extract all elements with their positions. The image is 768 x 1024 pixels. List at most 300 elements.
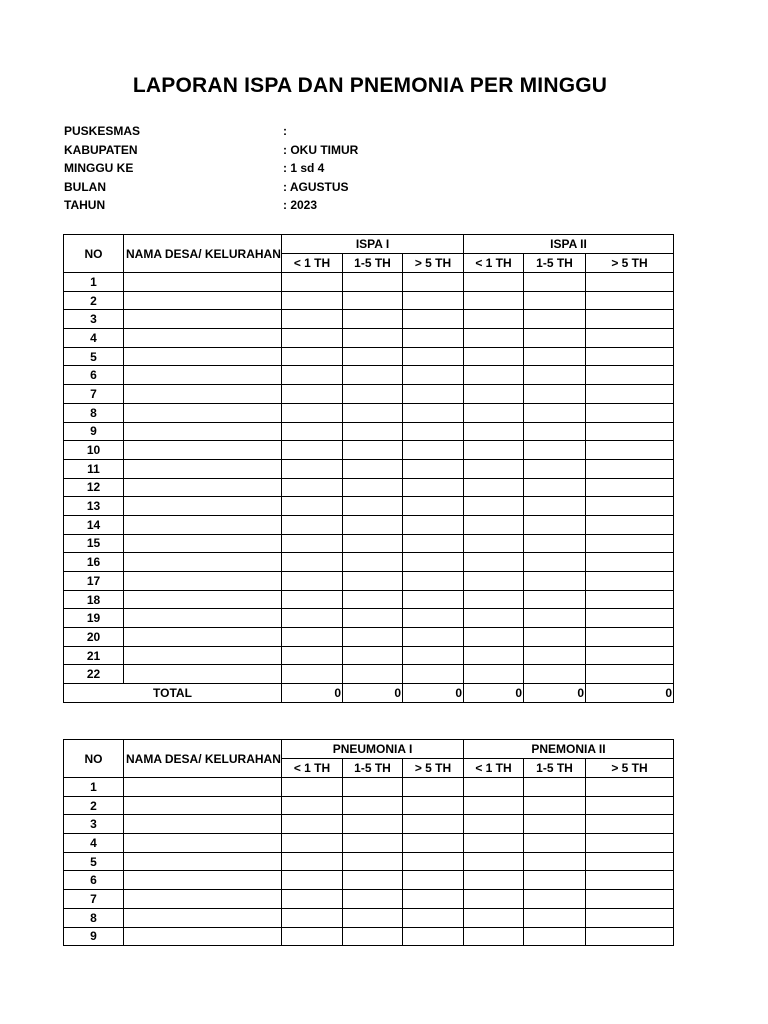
count-cell[interactable]: [403, 403, 464, 422]
village-name-cell[interactable]: [124, 441, 282, 460]
count-cell[interactable]: [403, 459, 464, 478]
row-number: 12: [64, 478, 124, 497]
row-number: 16: [64, 553, 124, 572]
village-name-cell[interactable]: [124, 273, 282, 292]
count-cell[interactable]: [524, 890, 586, 909]
count-cell[interactable]: [464, 422, 524, 441]
count-cell[interactable]: [403, 347, 464, 366]
count-cell[interactable]: [524, 366, 586, 385]
count-cell[interactable]: [464, 403, 524, 422]
count-cell[interactable]: [524, 459, 586, 478]
count-cell[interactable]: [343, 890, 403, 909]
count-cell[interactable]: [403, 908, 464, 927]
count-cell[interactable]: [403, 852, 464, 871]
row-number: 18: [64, 590, 124, 609]
village-name-cell[interactable]: [124, 890, 282, 909]
village-name-cell[interactable]: [124, 590, 282, 609]
count-cell[interactable]: [343, 422, 403, 441]
count-cell[interactable]: [403, 628, 464, 647]
count-cell[interactable]: [282, 852, 343, 871]
count-cell[interactable]: [464, 347, 524, 366]
group-ispa-2-header: ISPA II: [464, 235, 674, 254]
count-cell[interactable]: [586, 590, 674, 609]
table-row: [64, 291, 674, 310]
row-number: 21: [64, 646, 124, 665]
count-cell[interactable]: [464, 515, 524, 534]
ispa-table: [63, 234, 674, 703]
row-number: 2: [64, 796, 124, 815]
count-cell[interactable]: [524, 646, 586, 665]
count-cell[interactable]: [464, 366, 524, 385]
count-cell[interactable]: [343, 403, 403, 422]
count-cell[interactable]: [343, 553, 403, 572]
count-cell[interactable]: [524, 497, 586, 516]
sub-header: 1-5 TH: [524, 254, 586, 273]
count-cell[interactable]: [524, 834, 586, 853]
count-cell[interactable]: [282, 646, 343, 665]
info-value: :: [283, 124, 287, 138]
village-name-cell[interactable]: [124, 628, 282, 647]
count-cell[interactable]: [464, 646, 524, 665]
count-cell[interactable]: [464, 796, 524, 815]
table-row: [64, 834, 674, 853]
count-cell[interactable]: [282, 778, 343, 797]
village-name-cell[interactable]: [124, 778, 282, 797]
row-number: 7: [64, 890, 124, 909]
count-cell[interactable]: [464, 665, 524, 684]
count-cell[interactable]: [586, 497, 674, 516]
row-number: 10: [64, 441, 124, 460]
count-cell[interactable]: [403, 927, 464, 946]
count-cell[interactable]: [282, 572, 343, 591]
village-name-cell[interactable]: [124, 572, 282, 591]
count-cell[interactable]: [343, 478, 403, 497]
count-cell[interactable]: [282, 515, 343, 534]
village-name-cell[interactable]: [124, 310, 282, 329]
count-cell[interactable]: [403, 273, 464, 292]
count-cell[interactable]: [403, 385, 464, 404]
count-cell[interactable]: [343, 385, 403, 404]
sub-header: < 1 TH: [464, 759, 524, 778]
count-cell[interactable]: [524, 441, 586, 460]
count-cell[interactable]: [464, 553, 524, 572]
count-cell[interactable]: [586, 834, 674, 853]
count-cell[interactable]: [464, 590, 524, 609]
village-name-cell[interactable]: [124, 534, 282, 553]
count-cell[interactable]: [586, 478, 674, 497]
count-cell[interactable]: [524, 778, 586, 797]
count-cell[interactable]: [403, 478, 464, 497]
count-cell[interactable]: [282, 497, 343, 516]
count-cell[interactable]: [464, 497, 524, 516]
count-cell[interactable]: [524, 291, 586, 310]
count-cell[interactable]: [464, 815, 524, 834]
count-cell[interactable]: [343, 497, 403, 516]
count-cell[interactable]: [586, 366, 674, 385]
row-number: 15: [64, 534, 124, 553]
count-cell[interactable]: [586, 815, 674, 834]
count-cell[interactable]: [282, 347, 343, 366]
village-name-cell[interactable]: [124, 422, 282, 441]
total-value: 0: [464, 684, 524, 703]
village-name-cell[interactable]: [124, 665, 282, 684]
count-cell[interactable]: [282, 871, 343, 890]
count-cell[interactable]: [403, 366, 464, 385]
info-label: TAHUN: [64, 198, 106, 213]
table-row: [64, 646, 674, 665]
village-name-cell[interactable]: [124, 927, 282, 946]
row-number: 4: [64, 329, 124, 348]
count-cell[interactable]: [586, 796, 674, 815]
count-cell[interactable]: [343, 665, 403, 684]
table-row: [64, 329, 674, 348]
count-cell[interactable]: [282, 329, 343, 348]
count-cell[interactable]: [343, 927, 403, 946]
group-pneumonia-1-header: PNEUMONIA I: [282, 740, 464, 759]
count-cell[interactable]: [343, 815, 403, 834]
count-cell[interactable]: [282, 534, 343, 553]
count-cell[interactable]: [282, 628, 343, 647]
count-cell[interactable]: [464, 478, 524, 497]
count-cell[interactable]: [282, 665, 343, 684]
count-cell[interactable]: [586, 871, 674, 890]
count-cell[interactable]: [524, 628, 586, 647]
sub-header: < 1 TH: [282, 759, 343, 778]
count-cell[interactable]: [524, 310, 586, 329]
row-number: 1: [64, 273, 124, 292]
count-cell[interactable]: [403, 796, 464, 815]
count-cell[interactable]: [282, 609, 343, 628]
count-cell[interactable]: [464, 890, 524, 909]
village-name-cell[interactable]: [124, 553, 282, 572]
table-row: [64, 628, 674, 647]
count-cell[interactable]: [282, 927, 343, 946]
table-row: [64, 347, 674, 366]
count-cell[interactable]: [282, 590, 343, 609]
village-name-cell[interactable]: [124, 385, 282, 404]
row-number: 2: [64, 291, 124, 310]
table-row: [64, 441, 674, 460]
count-cell[interactable]: [403, 609, 464, 628]
table-row: [64, 609, 674, 628]
col-nama-header: NAMA DESA/ KELURAHAN: [124, 235, 282, 273]
row-number: 4: [64, 834, 124, 853]
count-cell[interactable]: [282, 273, 343, 292]
count-cell[interactable]: [524, 534, 586, 553]
count-cell[interactable]: [282, 441, 343, 460]
count-cell[interactable]: [586, 778, 674, 797]
count-cell[interactable]: [586, 459, 674, 478]
count-cell[interactable]: [464, 852, 524, 871]
village-name-cell[interactable]: [124, 834, 282, 853]
village-name-cell[interactable]: [124, 515, 282, 534]
count-cell[interactable]: [586, 329, 674, 348]
count-cell[interactable]: [524, 403, 586, 422]
village-name-cell[interactable]: [124, 366, 282, 385]
count-cell[interactable]: [282, 815, 343, 834]
row-number: 6: [64, 871, 124, 890]
col-nama-header: NAMA DESA/ KELURAHAN: [124, 740, 282, 778]
village-name-cell[interactable]: [124, 459, 282, 478]
row-number: 1: [64, 778, 124, 797]
sub-header: > 5 TH: [403, 254, 464, 273]
table-row: [64, 478, 674, 497]
village-name-cell[interactable]: [124, 609, 282, 628]
count-cell[interactable]: [464, 329, 524, 348]
sub-header: 1-5 TH: [343, 759, 403, 778]
count-cell[interactable]: [586, 852, 674, 871]
count-cell[interactable]: [464, 534, 524, 553]
village-name-cell[interactable]: [124, 291, 282, 310]
info-value: : AGUSTUS: [283, 179, 349, 194]
count-cell[interactable]: [524, 515, 586, 534]
count-cell[interactable]: [524, 609, 586, 628]
table-row: [64, 366, 674, 385]
total-value: 0: [403, 684, 464, 703]
count-cell[interactable]: [586, 403, 674, 422]
count-cell[interactable]: [464, 273, 524, 292]
sub-header: 1-5 TH: [524, 759, 586, 778]
village-name-cell[interactable]: [124, 646, 282, 665]
row-number: 5: [64, 347, 124, 366]
count-cell[interactable]: [343, 834, 403, 853]
count-cell[interactable]: [403, 646, 464, 665]
count-cell[interactable]: [343, 572, 403, 591]
table-row: [64, 908, 674, 927]
group-ispa-1-header: ISPA I: [282, 235, 464, 254]
table-row: [64, 778, 674, 797]
count-cell[interactable]: [403, 515, 464, 534]
row-number: 20: [64, 628, 124, 647]
count-cell[interactable]: [524, 590, 586, 609]
count-cell[interactable]: [343, 646, 403, 665]
count-cell[interactable]: [586, 890, 674, 909]
count-cell[interactable]: [524, 927, 586, 946]
row-number: 14: [64, 515, 124, 534]
table-row: [64, 497, 674, 516]
count-cell[interactable]: [343, 628, 403, 647]
table-row: [64, 590, 674, 609]
table-row: [64, 665, 674, 684]
table-row: [64, 815, 674, 834]
count-cell[interactable]: [586, 273, 674, 292]
page-title: LAPORAN ISPA DAN PNEMONIA PER MINGGU: [132, 74, 608, 97]
sub-header: 1-5 TH: [343, 254, 403, 273]
count-cell[interactable]: [464, 927, 524, 946]
count-cell[interactable]: [403, 291, 464, 310]
count-cell[interactable]: [586, 534, 674, 553]
count-cell[interactable]: [524, 871, 586, 890]
table-row: [64, 422, 674, 441]
count-cell[interactable]: [586, 665, 674, 684]
table-row: [64, 385, 674, 404]
count-cell[interactable]: [464, 291, 524, 310]
count-cell[interactable]: [464, 628, 524, 647]
count-cell[interactable]: [586, 553, 674, 572]
count-cell[interactable]: [464, 834, 524, 853]
village-name-cell[interactable]: [124, 871, 282, 890]
count-cell[interactable]: [343, 441, 403, 460]
count-cell[interactable]: [282, 796, 343, 815]
count-cell[interactable]: [586, 908, 674, 927]
count-cell[interactable]: [403, 590, 464, 609]
count-cell[interactable]: [343, 852, 403, 871]
count-cell[interactable]: [403, 871, 464, 890]
count-cell[interactable]: [282, 422, 343, 441]
count-cell[interactable]: [464, 385, 524, 404]
count-cell[interactable]: [586, 927, 674, 946]
count-cell[interactable]: [464, 310, 524, 329]
row-number: 13: [64, 497, 124, 516]
row-number: 3: [64, 310, 124, 329]
row-number: 6: [64, 366, 124, 385]
count-cell[interactable]: [343, 778, 403, 797]
count-cell[interactable]: [282, 366, 343, 385]
count-cell[interactable]: [282, 890, 343, 909]
count-cell[interactable]: [464, 572, 524, 591]
village-name-cell[interactable]: [124, 478, 282, 497]
count-cell[interactable]: [403, 665, 464, 684]
village-name-cell[interactable]: [124, 347, 282, 366]
count-cell[interactable]: [524, 572, 586, 591]
village-name-cell[interactable]: [124, 403, 282, 422]
count-cell[interactable]: [343, 871, 403, 890]
village-name-cell[interactable]: [124, 908, 282, 927]
count-cell[interactable]: [343, 459, 403, 478]
row-number: 11: [64, 459, 124, 478]
pneumonia-table: [63, 739, 674, 946]
count-cell[interactable]: [343, 291, 403, 310]
total-value: 0: [524, 684, 586, 703]
count-cell[interactable]: [586, 385, 674, 404]
count-cell[interactable]: [282, 908, 343, 927]
count-cell[interactable]: [403, 778, 464, 797]
count-cell[interactable]: [586, 628, 674, 647]
info-value: : 2023: [283, 198, 318, 213]
count-cell[interactable]: [282, 291, 343, 310]
table-row: [64, 515, 674, 534]
count-cell[interactable]: [586, 572, 674, 591]
table-row: [64, 890, 674, 909]
count-cell[interactable]: [586, 609, 674, 628]
count-cell[interactable]: [343, 609, 403, 628]
row-number: 19: [64, 609, 124, 628]
count-cell[interactable]: [524, 478, 586, 497]
count-cell[interactable]: [282, 478, 343, 497]
count-cell[interactable]: [586, 347, 674, 366]
row-number: 5: [64, 852, 124, 871]
count-cell[interactable]: [586, 646, 674, 665]
count-cell[interactable]: [586, 515, 674, 534]
count-cell[interactable]: [586, 291, 674, 310]
count-cell[interactable]: [524, 273, 586, 292]
count-cell[interactable]: [464, 871, 524, 890]
table-row: [64, 796, 674, 815]
count-cell[interactable]: [343, 310, 403, 329]
count-cell[interactable]: [343, 347, 403, 366]
count-cell[interactable]: [464, 609, 524, 628]
count-cell[interactable]: [464, 778, 524, 797]
total-label: TOTAL: [64, 684, 282, 703]
sub-header: > 5 TH: [586, 254, 674, 273]
info-value: : 1 sd 4: [283, 161, 325, 176]
village-name-cell[interactable]: [124, 852, 282, 871]
count-cell[interactable]: [403, 441, 464, 460]
count-cell[interactable]: [343, 908, 403, 927]
count-cell[interactable]: [403, 422, 464, 441]
count-cell[interactable]: [524, 422, 586, 441]
count-cell[interactable]: [524, 329, 586, 348]
village-name-cell[interactable]: [124, 329, 282, 348]
count-cell[interactable]: [524, 852, 586, 871]
count-cell[interactable]: [524, 553, 586, 572]
count-cell[interactable]: [282, 310, 343, 329]
count-cell[interactable]: [524, 347, 586, 366]
count-cell[interactable]: [586, 310, 674, 329]
count-cell[interactable]: [343, 534, 403, 553]
count-cell[interactable]: [343, 590, 403, 609]
count-cell[interactable]: [403, 815, 464, 834]
count-cell[interactable]: [524, 908, 586, 927]
total-value: 0: [343, 684, 403, 703]
info-label: PUSKESMAS: [64, 124, 141, 138]
count-cell[interactable]: [464, 459, 524, 478]
count-cell[interactable]: [282, 459, 343, 478]
info-label: BULAN: [64, 179, 106, 194]
count-cell[interactable]: [403, 310, 464, 329]
sub-header: < 1 TH: [464, 254, 524, 273]
count-cell[interactable]: [282, 553, 343, 572]
count-cell[interactable]: [403, 329, 464, 348]
count-cell[interactable]: [343, 366, 403, 385]
col-no-header: NO: [64, 740, 124, 778]
sub-header: > 5 TH: [403, 759, 464, 778]
row-number: 17: [64, 572, 124, 591]
count-cell[interactable]: [282, 834, 343, 853]
row-number: 22: [64, 665, 124, 684]
count-cell[interactable]: [403, 834, 464, 853]
table-row: [64, 310, 674, 329]
count-cell[interactable]: [464, 441, 524, 460]
count-cell[interactable]: [524, 385, 586, 404]
count-cell[interactable]: [343, 796, 403, 815]
count-cell[interactable]: [586, 422, 674, 441]
row-number: 8: [64, 403, 124, 422]
table-row: [64, 459, 674, 478]
count-cell[interactable]: [403, 572, 464, 591]
count-cell[interactable]: [282, 403, 343, 422]
count-cell[interactable]: [524, 815, 586, 834]
count-cell[interactable]: [403, 890, 464, 909]
count-cell[interactable]: [524, 796, 586, 815]
count-cell[interactable]: [403, 553, 464, 572]
village-name-cell[interactable]: [124, 497, 282, 516]
count-cell[interactable]: [586, 441, 674, 460]
col-no-header: NO: [64, 235, 124, 273]
count-cell[interactable]: [343, 273, 403, 292]
village-name-cell[interactable]: [124, 815, 282, 834]
count-cell[interactable]: [403, 497, 464, 516]
count-cell[interactable]: [343, 329, 403, 348]
info-value: : OKU TIMUR: [283, 142, 359, 157]
table-row: [64, 553, 674, 572]
count-cell[interactable]: [524, 665, 586, 684]
count-cell[interactable]: [343, 515, 403, 534]
count-cell[interactable]: [464, 908, 524, 927]
count-cell[interactable]: [282, 385, 343, 404]
count-cell[interactable]: [403, 534, 464, 553]
village-name-cell[interactable]: [124, 796, 282, 815]
